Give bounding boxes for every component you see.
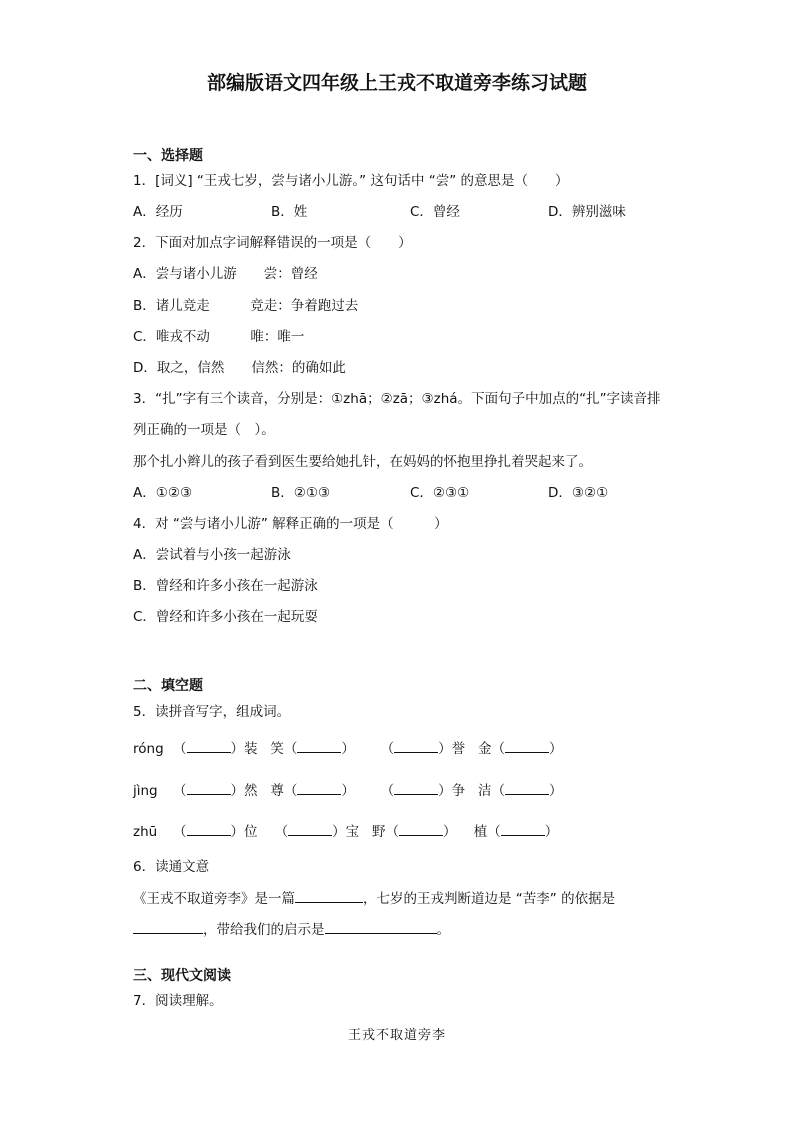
section-heading-fill: 二、填空题 [133, 678, 203, 694]
question-3-stem-line1: 3．“扎”字有三个读音，分别是：①zhā；②zā；③zhá。下面句子中加点的“扎”字读音排 [133, 391, 661, 407]
question-3-sentence: 那个扎小辫儿的孩子看到医生要给她扎针，在妈妈的怀抱里挣扎着哭起来了。 [133, 454, 592, 470]
q6-text: 《王戎不取道旁李》是一篇 [133, 891, 295, 907]
q6-text: ，带给我们的启示是 [203, 922, 325, 938]
answer-blank[interactable] [325, 919, 437, 934]
answer-blank[interactable] [297, 738, 341, 753]
question-5-stem: 5．读拼音写字，组成词。 [133, 704, 291, 720]
word-char: 洁 [478, 783, 492, 799]
word-char: 誉 [451, 741, 466, 757]
q1-option-c: C．曾经 [410, 204, 460, 220]
q1-option-d: D．辨别滋味 [548, 204, 626, 220]
word-char: 笑 [270, 741, 284, 757]
word-char: 野 [372, 824, 386, 840]
q3-option-a: A．①②③ [133, 485, 193, 501]
q4-option-b: B．曾经和许多小孩在一起游泳 [133, 578, 318, 594]
answer-blank[interactable] [399, 821, 443, 836]
answer-blank[interactable] [187, 738, 231, 753]
answer-blank[interactable] [297, 780, 341, 795]
pinyin-row-rong: róng （ ）装 笑（ ） （ ）誉 金（ ） [133, 738, 563, 759]
passage-title: 王戎不取道旁李 [347, 1028, 446, 1043]
question-3-stem-line2: 列正确的一项是（ ）。 [133, 422, 275, 438]
section-heading-reading: 三、现代文阅读 [133, 968, 231, 984]
q6-line-2 [133, 919, 450, 940]
q3-option-b: B．②①③ [271, 485, 331, 501]
q2-option-a: A．尝与诸小儿游 尝：曾经 [133, 266, 318, 282]
q6-text: 。 [436, 922, 450, 938]
pinyin-label: zhū [133, 824, 158, 840]
q4-option-c: C．曾经和许多小孩在一起玩耍 [133, 609, 318, 625]
question-4-stem: 4．对 “尝与诸小儿游” 解释正确的一项是（ ） [133, 516, 448, 532]
section-heading-choice: 一、选择题 [133, 148, 203, 164]
word-char: 金 [478, 741, 492, 757]
answer-blank[interactable] [288, 821, 332, 836]
question-1-stem: 1．[词义] “王戎七岁，尝与诸小儿游。” 这句话中 “尝” 的意思是（ ） [133, 173, 569, 189]
q2-option-c: C．唯戎不动 唯：唯一 [133, 329, 305, 345]
q2-option-d: D．取之，信然 信然：的确如此 [133, 360, 346, 376]
answer-blank[interactable] [295, 888, 363, 903]
pinyin-row-zhu: zhū （ ）位 （ ）宝 野（ ） 植（ ） [133, 821, 558, 842]
pinyin-label: jìng [133, 783, 158, 799]
answer-blank[interactable] [133, 919, 203, 934]
question-6-stem: 6．读通文意 [133, 859, 210, 875]
pinyin-label: róng [133, 741, 164, 757]
word-char: 争 [451, 783, 466, 799]
q3-option-d: D．③②① [548, 485, 609, 501]
word-char: 尊 [270, 783, 284, 799]
answer-blank[interactable] [501, 821, 545, 836]
q2-option-b: B．诸儿竞走 竞走：争着跑过去 [133, 298, 359, 314]
answer-blank[interactable] [394, 780, 438, 795]
word-char: 位 [244, 824, 258, 840]
q1-option-b: B．姓 [271, 204, 308, 220]
page-title: 部编版语文四年级上王戎不取道旁李练习试题 [206, 72, 587, 94]
answer-blank[interactable] [187, 780, 231, 795]
answer-blank[interactable] [187, 821, 231, 836]
q1-option-a: A．经历 [133, 204, 183, 220]
question-7-stem: 7．阅读理解。 [133, 993, 223, 1009]
q6-line-1 [133, 888, 615, 909]
q6-text: ，七岁的王戎判断道边是 “苦李” 的依据是 [363, 891, 616, 907]
q3-option-c: C．②③① [410, 485, 470, 501]
question-2-stem: 2．下面对加点字词解释错误的一项是（ ） [133, 235, 412, 251]
pinyin-row-jing: jìng （ ）然 尊（ ） （ ）争 洁（ ） [133, 780, 563, 801]
word-char: 植 [473, 824, 488, 840]
answer-blank[interactable] [394, 738, 438, 753]
word-char: 宝 [345, 824, 360, 840]
word-char: 装 [244, 741, 258, 757]
answer-blank[interactable] [505, 780, 549, 795]
q4-option-a: A．尝试着与小孩一起游泳 [133, 547, 291, 563]
answer-blank[interactable] [505, 738, 549, 753]
word-char: 然 [244, 783, 258, 799]
